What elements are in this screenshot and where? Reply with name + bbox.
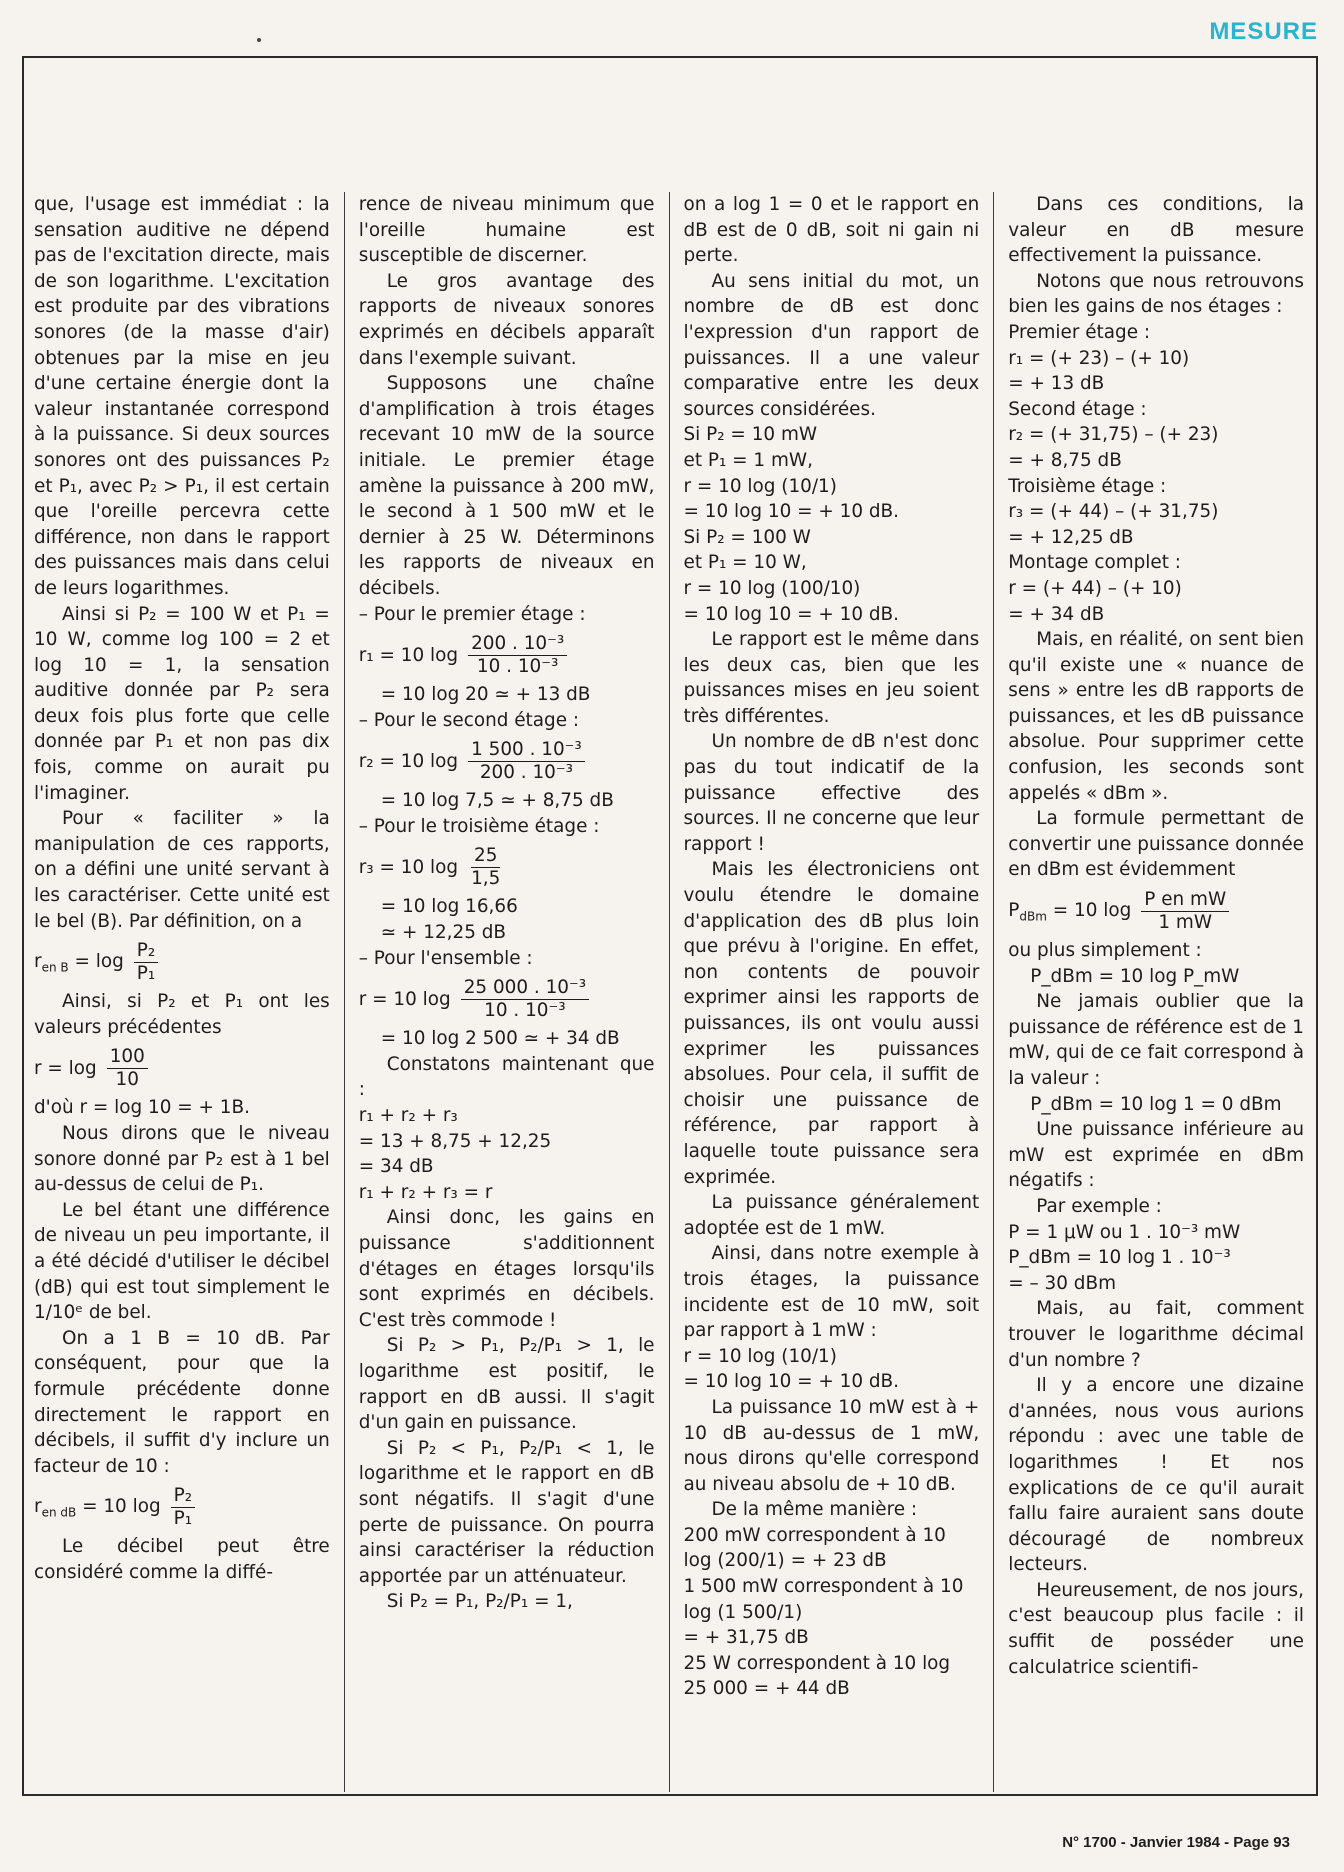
formula-result: = 10 log 16,66 ≃ + 12,25 dB	[380, 896, 518, 944]
equation-block: P_dBm = 10 log P_mW	[1030, 965, 1240, 987]
paragraph: Par exemple :	[1036, 1195, 1162, 1217]
formula-total: r = 10 log $\frac{\text{25 000 . 10⁻³}}{\text{10 . 10⁻³}}$	[359, 977, 655, 1022]
paragraph: Notons que nous retrouvons bien les gains de nos étages :	[1008, 270, 1304, 318]
article-body	[24, 192, 1318, 1792]
paragraph: que, l'usage est immédiat : la sensation auditive ne dépend pas de l'excitation directe, mais de son logarithme. L'excitation est produite par des vibrations sonores (de la masse d'air) obtenues par la mise en jeu d'une certaine énergie dont la valeur instantanée correspond à la puissance. Si deux sources sonores ont des puissances P₂ et P₁, avec P₂ > P₁, il est certain que l'oreille percevra cette différence, non dans le rapport des puissances mais dans celui de leurs logarithmes.	[34, 194, 330, 599]
paragraph: Au sens initial du mot, un nombre de dB est donc l'expression d'un rapport de puissances. Il a une valeur comparative entre les deux sources considérées.	[683, 270, 980, 420]
paragraph: Ainsi, dans notre exemple à trois étages, la puissance incidente est de 10 mW, soit par rapport à 1 mW :	[683, 1243, 980, 1342]
paragraph: Le décibel peut être considéré comme la diffé-	[34, 1536, 330, 1583]
equation-block: Premier étage : r₁ = (+ 23) – (+ 10) = + 13 dB Second étage : r₂ = (+ 31,75) – (+ 23) = + 8,75 dB Troisième étage : r₃ = (+ 44) – (+ 31,75) = + 12,25 dB Montage complet : r = (+ 44) – (+ 10) = + 34 dB	[1008, 321, 1219, 625]
equation-block: P = 1 μW ou 1 . 10⁻³ mW P_dBm = 10 log 1 . 10⁻³ = – 30 dBm	[1008, 1221, 1241, 1294]
list-item: – Pour le troisième étage :	[358, 815, 600, 837]
column-4	[993, 192, 1318, 1792]
equation-block: P_dBm = 10 log 1 = 0 dBm	[1030, 1093, 1282, 1115]
formula-decibel: $r_{en dB} = 10$ log $\frac{\text{P₂}}{\text{P₁}}$	[34, 1485, 330, 1530]
paragraph: Ainsi, si P₂ et P₁ ont les valeurs précédentes	[34, 991, 330, 1038]
page-footer: N° 1700 - Janvier 1984 - Page 93	[1062, 1834, 1290, 1851]
column-2	[344, 192, 669, 1792]
list-item: – Pour l'ensemble :	[358, 947, 533, 969]
paragraph: Le gros avantage des rapports de niveaux sonores exprimés en décibels apparaît dans l'exemple suivant.	[358, 270, 655, 369]
paragraph: De la même manière :	[711, 1499, 918, 1521]
paragraph: on a log 1 = 0 et le rapport en dB est de 0 dB, soit ni gain ni perte.	[683, 194, 980, 267]
paragraph: Si P₂ = P₁, P₂/P₁ = 1,	[386, 1591, 573, 1613]
paragraph: Mais, au fait, comment trouver le logarithme décimal d'un nombre ?	[1008, 1298, 1304, 1371]
paragraph: Si P₂ > P₁, P₂/P₁ > 1, le logarithme est positif, le rapport en dB aussi. Il s'agit d'un gain en puissance.	[358, 1335, 655, 1434]
equation-block: 200 mW correspondent à 10 log (200/1) = + 23 dB 1 500 mW correspondent à 10 log (1 500/1) = + 31,75 dB 25 W correspondent à 10 log 25 000 = + 44 dB	[683, 1524, 964, 1700]
column-3	[669, 192, 994, 1792]
formula-result: = 10 log 2 500 ≃ + 34 dB	[380, 1028, 620, 1050]
paragraph: Le bel étant une différence de niveau un peu importante, il a été décidé d'utiliser le décibel (dB) qui est tout simplement le 1/10ᵉ de bel.	[34, 1199, 330, 1324]
paragraph: Ne jamais oublier que la puissance de référence est de 1 mW, qui de ce fait correspond à la valeur :	[1008, 991, 1304, 1089]
paragraph: La formule permettant de convertir une puissance donnée en dBm est évidemment	[1008, 808, 1304, 881]
formula-stage-1: r₁ = 10 log $\frac{\text{200 . 10⁻³}}{\text{10 . 10⁻³}}$	[359, 633, 655, 678]
list-item: – Pour le premier étage :	[358, 603, 586, 625]
paragraph: Un nombre de dB n'est donc pas du tout indicatif de la puissance effective des sources. Il ne concerne que leur rapport !	[683, 731, 980, 855]
paragraph: Heureusement, de nos jours, c'est beaucoup plus facile : il suffit de posséder une calculatrice scientifi-	[1008, 1579, 1304, 1678]
paragraph: La puissance 10 mW est à + 10 dB au-dessus de 1 mW, nous dirons qu'elle correspond au niveau absolu de + 10 dB.	[683, 1396, 980, 1495]
list-item: – Pour le second étage :	[358, 709, 580, 731]
equation-block: Si P₂ = 10 mW et P₁ = 1 mW, r = 10 log (10/1) = 10 log 10 = + 10 dB. Si P₂ = 100 W et P₁ = 10 W, r = 10 log (100/10) = 10 log 10 = + 10 dB.	[683, 424, 900, 625]
paragraph: Si P₂ < P₁, P₂/P₁ < 1, le logarithme et le rapport en dB sont négatifs. Il s'agit d'une perte de puissance. On pourra ainsi caractériser la réduction apportée par un atténuateur.	[358, 1437, 655, 1587]
formula-result: = 10 log 20 ≃ + 13 dB	[380, 684, 591, 706]
paragraph: Constatons maintenant que :	[358, 1053, 655, 1101]
formula-dbm: $P_{dBm} = 10$ log $\frac{\text{P en mW}}{1 mW}$	[1008, 889, 1304, 934]
paragraph: Ainsi si P₂ = 100 W et P₁ = 10 W, comme log 100 = 2 et log 10 = 1, la sensation auditive donnée par P₂ sera deux fois plus forte que celle donnée par P₁ et non pas dix fois, comme on aurait pu l'imaginer.	[34, 603, 330, 804]
paragraph: La puissance généralement adoptée est de 1 mW.	[683, 1192, 980, 1239]
paragraph: Supposons une chaîne d'amplification à trois étages recevant 10 mW de la source initiale. Le premier étage amène la puissance à 200 mW, le second à 1 500 mW et le dernier à 25 W. Déterminons les rapports de niveaux en décibels.	[358, 373, 655, 599]
paragraph: ou plus simplement :	[1008, 940, 1202, 962]
formula-result: = 10 log 7,5 ≃ + 8,75 dB	[380, 790, 614, 812]
paragraph: d'où r = log 10 = + 1B.	[34, 1097, 250, 1119]
paragraph: Dans ces conditions, la valeur en dB mesure effectivement la puissance.	[1008, 194, 1304, 267]
formula-stage-2: r₂ = 10 log $\frac{\text{1 500 . 10⁻³}}{\text{200 . 10⁻³}}$	[359, 739, 655, 784]
paragraph: On a 1 B = 10 dB. Par conséquent, pour que la formule précédente donne directement le rapport en décibels, il suffit d'y inclure un facteur de 10 :	[34, 1327, 330, 1477]
paragraph: Mais, en réalité, on sent bien qu'il existe une « nuance de sens » entre les dB rapports de puissances, et les dB puissance absolue. Pour supprimer cette confusion, les seconds sont appelés « dBm ».	[1008, 629, 1304, 804]
column-1	[24, 192, 344, 1792]
formula-stage-3: r₃ = 10 log $\frac{25}{1,5}$	[358, 845, 501, 890]
paragraph: Ainsi donc, les gains en puissance s'additionnent d'étages en étages lorsqu'ils sont exprimés en décibels. C'est très commode !	[358, 1207, 655, 1331]
formula-ratio: r = log $\frac{100}{10}$	[34, 1046, 330, 1091]
paragraph: Nous dirons que le niveau sonore donné par P₂ est à 1 bel au-dessus de celui de P₁.	[34, 1123, 330, 1196]
paragraph: Le rapport est le même dans les deux cas, bien que les puissances mises en jeu soient très différentes.	[683, 629, 980, 727]
print-speck	[257, 38, 261, 42]
equation-block: r = 10 log (10/1) = 10 log 10 = + 10 dB.	[683, 1345, 900, 1393]
formula-bel: $r_{en B} = \log$ $\frac{\text{P₂}}{\text{P₁}}$	[34, 940, 330, 985]
paragraph: Mais les électroniciens ont voulu étendre le domaine d'application des dB plus loin que prévu à l'origine. En effet, non contents de pouvoir exprimer ainsi les rapports de puissances, ils ont voulu aussi exprimer les puissances absolues. Pour cela, il suffit de choisir une puissance de référence, par rapport à laquelle toute puissance sera exprimée.	[683, 859, 980, 1188]
paragraph: Pour « faciliter » la manipulation de ces rapports, on a défini une unité servant à les caractériser. Cette unité est le bel (B). Par définition, on a	[34, 808, 330, 932]
section-label: MESURE	[1209, 18, 1318, 45]
equation-block: r₁ + r₂ + r₃ = 13 + 8,75 + 12,25 = 34 dB r₁ + r₂ + r₃ = r	[358, 1105, 552, 1203]
paragraph: Une puissance inférieure au mW est exprimée en dBm négatifs :	[1008, 1119, 1304, 1192]
paragraph: rence de niveau minimum que l'oreille humaine est susceptible de discerner.	[358, 194, 655, 267]
paragraph: Il y a encore une dizaine d'années, nous vous aurions répondu : avec une table de logarithmes ! Et nos explications de ce qu'il aurait fallu faire auraient sans doute découragé de nombreux lecteurs.	[1008, 1375, 1304, 1576]
